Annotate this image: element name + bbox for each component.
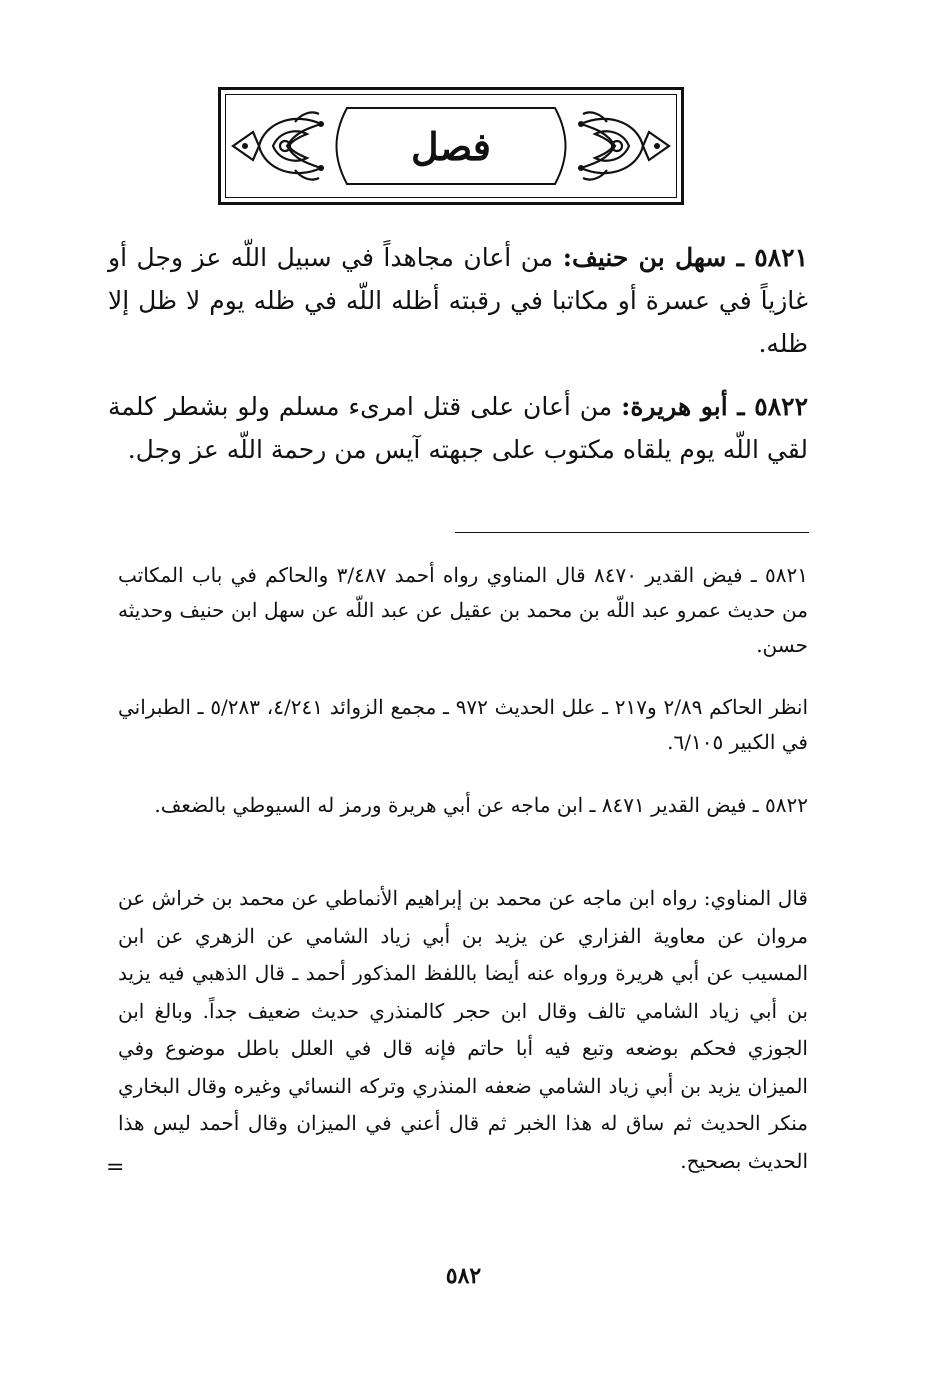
title-frame: [218, 87, 684, 205]
section-title: فصل: [411, 123, 491, 169]
footnote: ٥٨٢٢ ـ فيض القدير ٨٤٧١ ـ ابن ماجه عن أبي هريرة ورمز له السيوطي بالضعف.: [154, 793, 808, 817]
arabesque-ornament-right: [567, 102, 677, 190]
footnote-divider: [455, 532, 809, 533]
entry-number-narrator: ٥٨٢٢ ـ أبو هريرة:: [621, 392, 809, 421]
entry-text: من أعان على قتل امرىء مسلم ولو بشطر كلمة لقي اللّه يوم يلقاه مكتوب على جبهته آيس من رحمة اللّه عز وجل.: [108, 392, 808, 464]
arabesque-ornament-left: [225, 102, 335, 190]
entry-text: من أعان مجاهداً في سبيل اللّه عز وجل أو غازياً في عسرة أو مكاتبا في رقبته أظله اللّه في ظله يوم لا ظل إلا ظله.: [108, 243, 808, 358]
entry-number-narrator: ٥٨٢١ ـ سهل بن حنيف:: [562, 243, 808, 272]
page-number: ٥٨٢: [445, 1263, 482, 1289]
hadith-entry: [108, 385, 808, 471]
footnote: انظر الحاكم ٢/٨٩ و٢١٧ ـ علل الحديث ٩٧٢ ـ مجمع الزوائد ٤/٢٤١، ٥/٢٨٣ ـ الطبراني في الكبير ٦/١٠٥.: [118, 695, 808, 754]
continuation-mark: =: [106, 1155, 125, 1180]
hadith-entry: [108, 236, 808, 365]
footnote: ٥٨٢١ ـ فيض القدير ٨٤٧٠ قال المناوي رواه أحمد ٣/٤٨٧ والحاكم في باب المكاتب من حديث عمرو عبد اللّه بن محمد بن عقيل عن عبد اللّه عن سهل ابن حنيف وحديثه حسن.: [118, 563, 808, 657]
footnote: قال المناوي: رواه ابن ماجه عن محمد بن إبراهيم الأنماطي عن محمد بن خراش عن مروان عن معاوية الفزاري عن يزيد بن أبي زياد الشامي عن الزهري عن ابن المسيب عن أبي هريرة ورواه عنه أيضا باللفظ المذكور أحمد ـ قال الذهبي فيه يزيد بن أبي زياد الشامي تالف وقال ابن حجر كالمنذري حديث ضعيف جداً. وبالغ ابن الجوزي فحكم بوضعه وتبع فيه أبا حاتم فإنه قال في العلل باطل موضوع وفي الميزان يزيد بن أبي زياد الشامي ضعفه المنذري وتركه النسائي وغيره وقال البخاري منكر الحديث ثم ساق له هذا الخبر ثم قال أعني في الميزان وقال أحمد ليس هذا الحديث بصحيح.: [118, 886, 808, 1173]
